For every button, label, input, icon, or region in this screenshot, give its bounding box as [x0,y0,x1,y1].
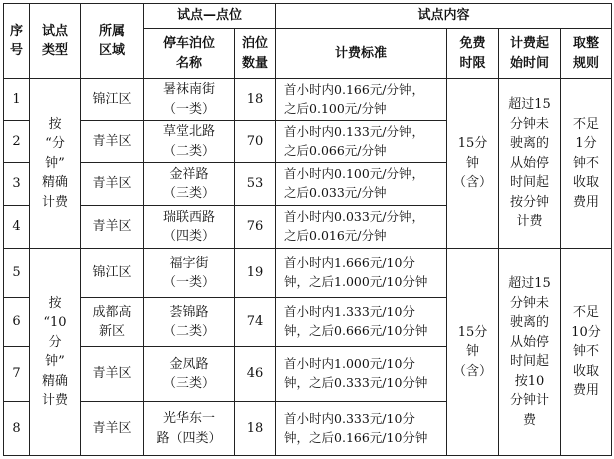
row-name: 荟锦路 （二类） [144,298,235,347]
row-name: 草堂北路 （二类） [144,121,235,163]
row-name: 瑞联西路 （四类） [144,206,235,249]
row-fee: 首小时内0.133元/分钟， 之后0.066元/分钟 [276,121,447,163]
row-district: 青羊区 [81,402,144,456]
table-row [4,249,612,298]
row-name: 金祥路 （三类） [144,163,235,206]
row-index: 6 [4,298,30,347]
row-index: 8 [4,402,30,456]
row-index: 3 [4,163,30,206]
row-index: 1 [4,79,30,121]
row-count: 18 [235,79,276,121]
parking-pilot-table [3,3,612,456]
group-rounding: 不足 1分 钟不 收取 费用 [561,79,612,249]
row-district: 青羊区 [81,206,144,249]
row-fee: 首小时内0.333元/10分 钟，之后0.166元/10分钟 [276,402,447,456]
group-free-period: 15分 钟 （含） [447,249,499,456]
row-district: 青羊区 [81,347,144,402]
row-count: 76 [235,206,276,249]
row-district: 青羊区 [81,121,144,163]
header-rounding: 取整 规则 [561,29,612,79]
row-index: 7 [4,347,30,402]
group-billing-start: 超过15 分钟未 驶离的 从始停 时间起 按10 分钟计 费 [499,249,561,456]
header-fee-standard: 计费标准 [276,29,447,79]
group-billing-start: 超过15 分钟未 驶离的 从始停 时间起 按分钟 计费 [499,79,561,249]
header-billing-start: 计费起 始时间 [499,29,561,79]
row-name: 金凤路 （三类） [144,347,235,402]
row-fee: 首小时内1.666元/10分 钟，之后1.000元/10分钟 [276,249,447,298]
row-name: 暑袜南街 （一类） [144,79,235,121]
row-count: 70 [235,121,276,163]
row-fee: 首小时内0.033元/分钟， 之后0.016元/分钟 [276,206,447,249]
header-point-group: 试点—点位 [144,4,276,29]
row-count: 19 [235,249,276,298]
header-name: 停车泊位 名称 [144,29,235,79]
row-fee: 首小时内0.166元/分钟， 之后0.100元/分钟 [276,79,447,121]
row-index: 2 [4,121,30,163]
row-name: 光华东一 路（四类） [144,402,235,456]
row-index: 4 [4,206,30,249]
header-district: 所属 区域 [81,4,144,79]
row-index: 5 [4,249,30,298]
header-free-period: 免费 时限 [447,29,499,79]
row-fee: 首小时内0.100元/分钟， 之后0.033元/分钟 [276,163,447,206]
group-rounding: 不足 10分 钟不 收取 费用 [561,249,612,456]
header-content-group: 试点内容 [276,4,612,29]
row-district: 青羊区 [81,163,144,206]
group-type: 按 “分 钟” 精确 计费 [30,79,81,249]
row-district: 锦江区 [81,249,144,298]
group-free-period: 15分 钟 （含） [447,79,499,249]
row-fee: 首小时内1.000元/10分 钟，之后0.333元/10分钟 [276,347,447,402]
header-type: 试点 类型 [30,4,81,79]
row-count: 74 [235,298,276,347]
row-count: 46 [235,347,276,402]
header-index: 序 号 [4,4,30,79]
row-count: 18 [235,402,276,456]
row-name: 福字街 （一类） [144,249,235,298]
header-count: 泊位 数量 [235,29,276,79]
row-district: 锦江区 [81,79,144,121]
row-district: 成都高 新区 [81,298,144,347]
group-type: 按 “10 分 钟” 精确 计费 [30,249,81,456]
row-fee: 首小时内1.333元/10分 钟，之后0.666元/10分钟 [276,298,447,347]
table-row [4,79,612,121]
row-count: 53 [235,163,276,206]
